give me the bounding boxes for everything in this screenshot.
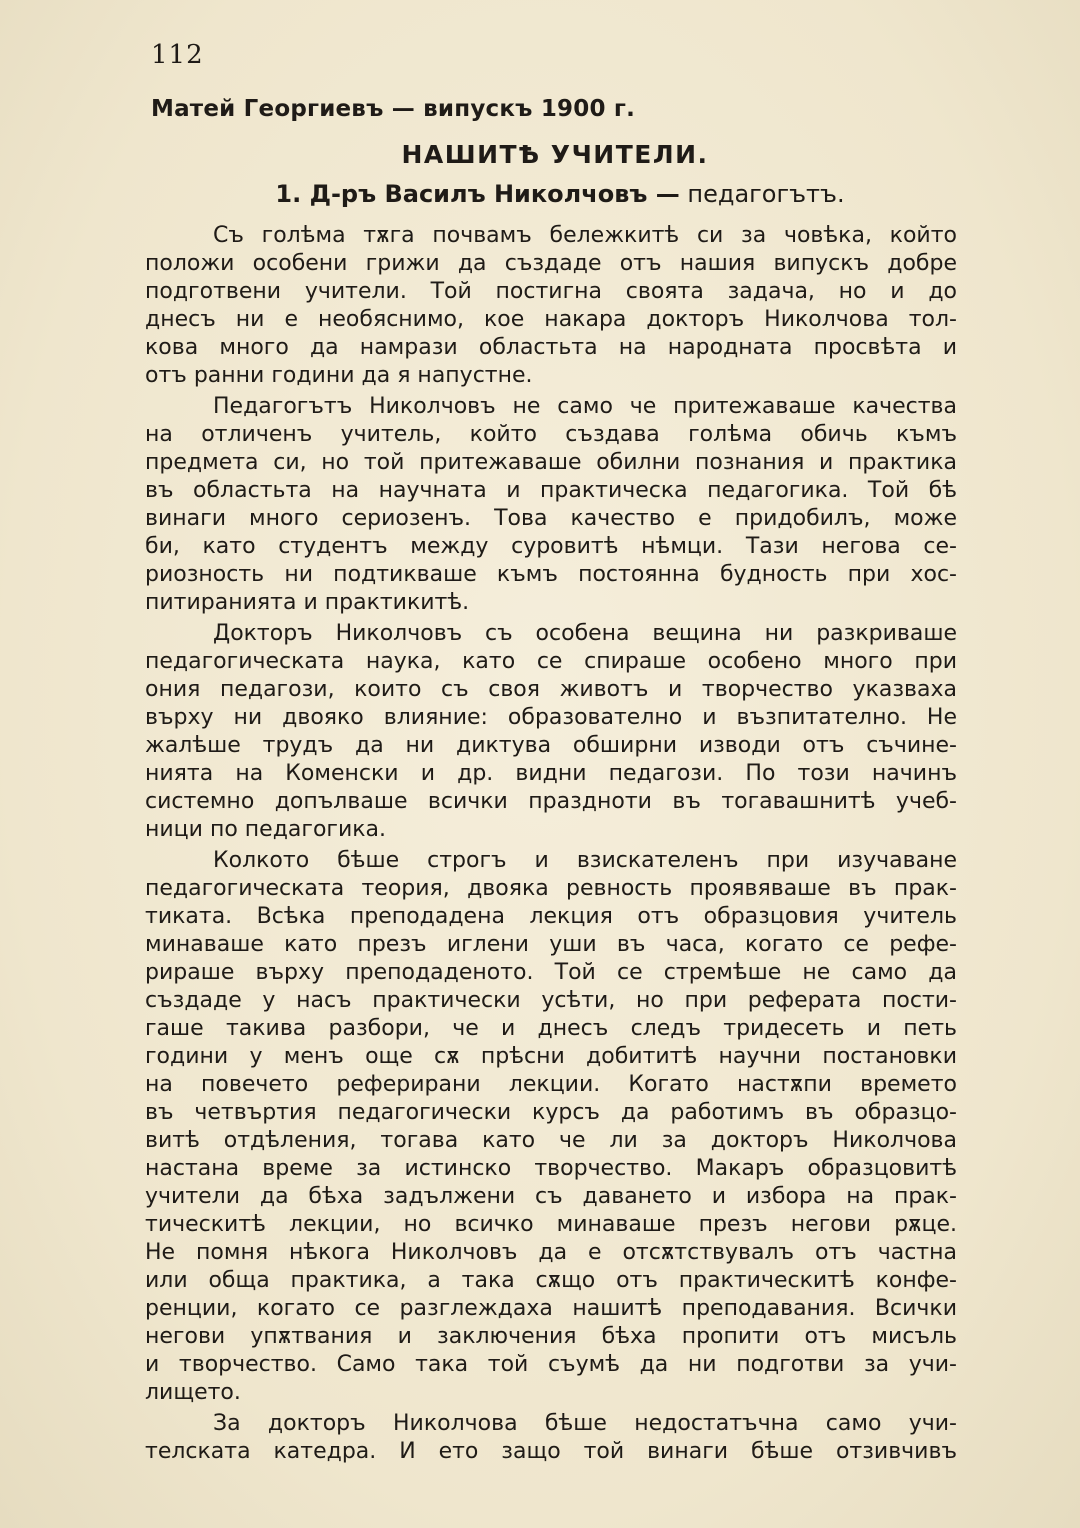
text-line: и творчество. Само така той съумѣ да ни подготви за учи- [145,1352,957,1377]
text-line: днесъ ни е необяснимо, кое накара докторъ Николчова тол- [145,307,957,332]
subtitle-role: педагогътъ. [679,180,845,208]
text-line: ония педагози, които съ своя животъ и творчество указваха [145,677,957,702]
text-line: кова много да намрази областьта на народната просвѣта и [145,335,957,360]
text-line: За докторъ Николчова бѣше недостатъчна само учи- [213,1411,957,1436]
text-line: витѣ отдѣления, тогава като че ли за докторъ Николчова [145,1128,957,1153]
text-line: гаше такива разбори, че и днесъ следъ тридесеть и петь [145,1016,957,1041]
text-line: нията на Коменски и др. видни педагози. По този начинъ [145,761,957,786]
text-line: рираше върху преподаденото. Той се стремѣше не само да [145,960,957,985]
body-text [145,222,957,1469]
text-line: негови упѫтвания и заключения бѣха пропити отъ мисъль [145,1324,957,1349]
text-line: педагогическата наука, като се спираше особено много при [145,649,957,674]
text-line: би, като студентъ между суровитѣ нѣмци. Тази негова се- [145,534,957,559]
text-line: предмета си, но той притежаваше обилни познания и практика [145,450,957,475]
subtitle-name: 1. Д-ръ Василъ Николчовъ — [275,180,680,208]
text-line: питиранията и практикитѣ. [145,590,470,615]
text-line: на отличенъ учитель, който създава голѣма обичь къмъ [145,422,957,447]
paragraph [145,222,957,390]
text-line: риозность ни подтикваше къмъ постоянна будность при хос- [145,562,957,587]
author-line: Матей Георгиевъ — випускъ 1900 г. [151,96,636,122]
paragraph [145,393,957,617]
text-line: Съ голѣма тѫга почвамъ бележкитѣ си за човѣка, който [213,223,957,248]
text-line: или обща практика, а така сѫщо отъ практическитѣ конфе- [145,1268,957,1293]
text-line: на повечето реферирани лекции. Когато настѫпи времето [145,1072,957,1097]
text-line: отъ ранни години да я напустне. [145,363,533,388]
text-line: жалѣше трудъ да ни диктува обширни изводи отъ съчине- [145,733,957,758]
paragraph [145,620,957,844]
text-line: Докторъ Николчовъ съ особена вещина ни разкриваше [213,621,957,646]
text-line: настана време за истинско творчество. Макаръ образцовитѣ [145,1156,957,1181]
text-line: тиката. Всѣка преподадена лекция отъ образцовия учитель [145,904,957,929]
paragraph [145,1410,957,1466]
text-line: ренции, когато се разглеждаха нашитѣ преподавания. Всички [145,1296,957,1321]
text-line: Колкото бѣше строгъ и взискателенъ при изучаване [213,848,957,873]
page-number: 112 [151,40,204,70]
text-line: положи особени грижи да създаде отъ нашия випускъ добре [145,251,957,276]
text-line: педагогическата теория, двояка ревность проявяваше въ прак- [145,876,957,901]
text-line: създаде у насъ практически усѣти, но при реферата пости- [145,988,957,1013]
text-line: системно допълваше всички празднoти въ тогавашнитѣ учеб- [145,789,957,814]
section-title: НАШИТѢ УЧИТЕЛИ. [401,140,709,169]
paragraph [145,847,957,1407]
text-line: лището. [145,1380,241,1405]
text-line: минаваше като презъ иглени уши въ часа, когато се рефе- [145,932,957,957]
text-line: ници по педагогика. [145,817,387,842]
text-line: години у менъ още сѫ прѣсни добититѣ научни постановки [145,1044,957,1069]
text-line: Не помня нѣкога Николчовъ да е отсѫтствувалъ отъ частна [145,1240,957,1265]
text-line: въ четвъртия педагогически курсъ да работимъ въ образцо- [145,1100,957,1125]
text-line: тическитѣ лекции, но всичко минаваше презъ негови рѫце. [145,1212,957,1237]
subtitle [0,180,1080,208]
text-line: винаги много сериозенъ. Това качество е придобилъ, може [145,506,957,531]
text-line: подготвени учители. Той постигна своята задача, но и до [145,279,957,304]
text-line: въ областьта на научната и практическа педагогика. Той бѣ [145,478,957,503]
text-line: телската катедра. И ето защо той винаги бѣше отзивчивъ [145,1439,957,1464]
text-line: учители да бѣха задължени съ даването и избора на прак- [145,1184,957,1209]
text-line: върху ни двояко влияние: образователно и възпитателно. Не [145,705,957,730]
text-line: Педагогътъ Николчовъ не само че притежаваше качества [213,394,957,419]
